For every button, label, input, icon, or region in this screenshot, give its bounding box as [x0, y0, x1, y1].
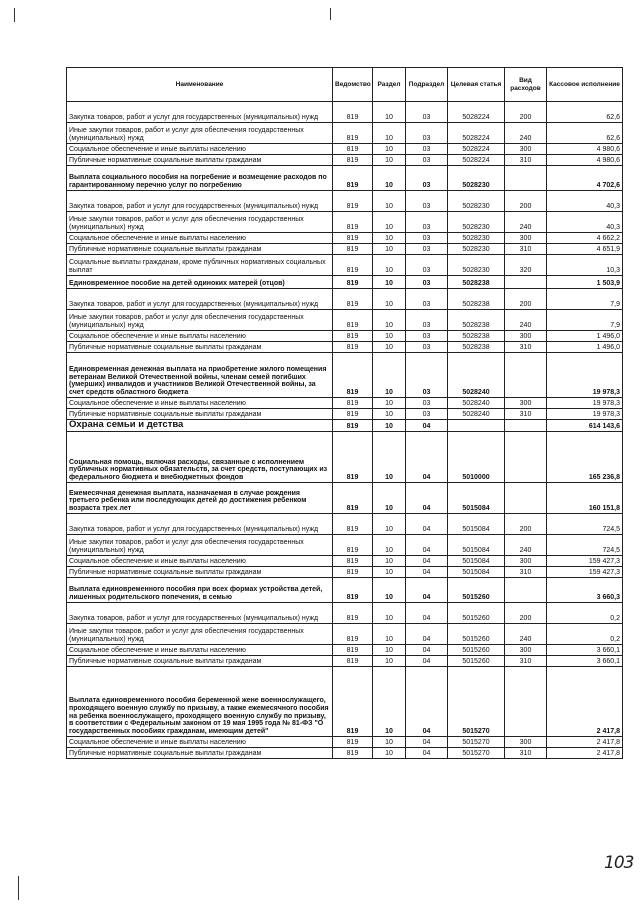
row-name: Единовременное пособие на детей одиноких матерей (отцов) [67, 276, 333, 289]
row-expense: 200 [505, 102, 547, 123]
table-row [67, 483, 623, 514]
row-expense: 200 [505, 289, 547, 310]
row-subsection: 03 [406, 398, 448, 409]
binding-mark-left [14, 8, 15, 22]
table-row [67, 603, 623, 624]
row-ministry: 819 [333, 483, 373, 514]
row-section: 10 [373, 748, 406, 759]
table-row [67, 535, 623, 556]
table-header-row [67, 68, 623, 102]
table-row [67, 567, 623, 578]
row-subsection: 03 [406, 310, 448, 331]
row-name: Социальное обеспечение и иные выплаты населению [67, 645, 333, 656]
row-section: 10 [373, 535, 406, 556]
row-ministry: 819 [333, 567, 373, 578]
row-expense: 240 [505, 123, 547, 144]
row-section: 10 [373, 514, 406, 535]
table-row [67, 276, 623, 289]
binding-mark-right [330, 8, 331, 20]
row-expense [505, 667, 547, 737]
row-name: Иные закупки товаров, работ и услуг для обеспечения государственных (муниципальных) нужд [67, 624, 333, 645]
row-expense: 200 [505, 191, 547, 212]
row-subsection: 03 [406, 331, 448, 342]
table-row [67, 255, 623, 276]
row-name: Социальные выплаты гражданам, кроме публичных нормативных социальных выплат [67, 255, 333, 276]
row-section: 10 [373, 624, 406, 645]
row-section: 10 [373, 432, 406, 483]
row-ministry: 819 [333, 166, 373, 191]
table-row [67, 353, 623, 398]
row-name: Единовременная денежная выплата на приобретение жилого помещения ветеранам Великой Отечественной войны, членам семей погибших (умерших) инвалидов и участников Великой Отечественной войны, за счет средств областного бюджета [67, 353, 333, 398]
header-target: Целевая статья [448, 68, 505, 102]
row-ministry: 819 [333, 255, 373, 276]
row-target: 5028230 [448, 244, 505, 255]
table-row [67, 624, 623, 645]
row-amount: 1 496,0 [547, 342, 623, 353]
row-section: 10 [373, 310, 406, 331]
row-ministry: 819 [333, 191, 373, 212]
table-row [67, 398, 623, 409]
row-target: 5028230 [448, 255, 505, 276]
row-target: 5028230 [448, 212, 505, 233]
row-ministry: 819 [333, 656, 373, 667]
row-target: 5015270 [448, 737, 505, 748]
row-name: Публичные нормативные социальные выплаты гражданам [67, 342, 333, 353]
row-target: 5028238 [448, 310, 505, 331]
row-amount: 159 427,3 [547, 556, 623, 567]
row-section: 10 [373, 578, 406, 603]
row-name: Социальное обеспечение и иные выплаты населению [67, 737, 333, 748]
row-section: 10 [373, 483, 406, 514]
row-section: 10 [373, 603, 406, 624]
row-amount: 19 978,3 [547, 353, 623, 398]
row-expense: 300 [505, 144, 547, 155]
row-name: Закупка товаров, работ и услуг для государственных (муниципальных) нужд [67, 603, 333, 624]
row-amount: 159 427,3 [547, 567, 623, 578]
row-name: Иные закупки товаров, работ и услуг для обеспечения государственных (муниципальных) нужд [67, 535, 333, 556]
row-target: 5015260 [448, 624, 505, 645]
row-subsection: 04 [406, 567, 448, 578]
row-target: 5010000 [448, 432, 505, 483]
header-section: Раздел [373, 68, 406, 102]
row-target: 5015260 [448, 656, 505, 667]
row-amount: 40,3 [547, 212, 623, 233]
row-ministry: 819 [333, 514, 373, 535]
row-section: 10 [373, 737, 406, 748]
row-expense: 310 [505, 244, 547, 255]
row-target: 5028240 [448, 409, 505, 420]
row-expense: 240 [505, 624, 547, 645]
row-section: 10 [373, 155, 406, 166]
header-amount: Кассовое исполнение [547, 68, 623, 102]
row-subsection: 04 [406, 432, 448, 483]
row-amount: 3 660,1 [547, 645, 623, 656]
row-ministry: 819 [333, 342, 373, 353]
row-target: 5028240 [448, 398, 505, 409]
table-row [67, 656, 623, 667]
table-row [67, 342, 623, 353]
row-amount: 1 503,9 [547, 276, 623, 289]
row-ministry: 819 [333, 353, 373, 398]
row-section: 10 [373, 244, 406, 255]
row-subsection: 04 [406, 556, 448, 567]
row-target: 5028240 [448, 353, 505, 398]
row-name: Публичные нормативные социальные выплаты гражданам [67, 409, 333, 420]
row-section: 10 [373, 409, 406, 420]
table-row [67, 748, 623, 759]
row-target: 5028230 [448, 191, 505, 212]
table-row [67, 667, 623, 737]
row-amount: 7,9 [547, 310, 623, 331]
row-amount: 0,2 [547, 603, 623, 624]
row-name: Закупка товаров, работ и услуг для государственных (муниципальных) нужд [67, 514, 333, 535]
row-expense [505, 483, 547, 514]
table-row [67, 244, 623, 255]
row-section: 10 [373, 353, 406, 398]
row-ministry: 819 [333, 289, 373, 310]
row-target: 5015084 [448, 483, 505, 514]
row-section: 10 [373, 556, 406, 567]
row-section: 10 [373, 166, 406, 191]
row-section: 10 [373, 342, 406, 353]
row-subsection: 03 [406, 155, 448, 166]
row-expense: 200 [505, 514, 547, 535]
row-expense: 310 [505, 656, 547, 667]
row-ministry: 819 [333, 432, 373, 483]
row-subsection: 04 [406, 624, 448, 645]
row-section: 10 [373, 123, 406, 144]
row-section: 10 [373, 420, 406, 432]
row-name: Закупка товаров, работ и услуг для государственных (муниципальных) нужд [67, 191, 333, 212]
row-expense: 300 [505, 331, 547, 342]
row-amount: 7,9 [547, 289, 623, 310]
row-name: Публичные нормативные социальные выплаты гражданам [67, 155, 333, 166]
row-ministry: 819 [333, 645, 373, 656]
row-ministry: 819 [333, 578, 373, 603]
row-section: 10 [373, 289, 406, 310]
table-row [67, 645, 623, 656]
row-subsection: 03 [406, 409, 448, 420]
row-amount: 4 651,9 [547, 244, 623, 255]
row-subsection: 03 [406, 166, 448, 191]
row-section: 10 [373, 144, 406, 155]
row-section: 10 [373, 656, 406, 667]
row-target: 5028224 [448, 155, 505, 166]
row-section: 10 [373, 331, 406, 342]
row-name: Выплата единовременного пособия беременной жене военнослужащего, проходящего военную службу по призыву, а также ежемесячного пособия на ребенка военнослужащего, проходящего военную службу по призыву, в соответствии с Федеральным законом от 19 мая 1995 года № 81-ФЗ "О государственных пособиях гражданам, имеющим детей" [67, 667, 333, 737]
row-section: 10 [373, 191, 406, 212]
row-expense: 240 [505, 310, 547, 331]
table-row [67, 212, 623, 233]
row-name: Социальная помощь, включая расходы, связанные с исполнением публичных нормативных обязательств, за счет средств, поступающих из федерального бюджета и внебюджетных фондов [67, 432, 333, 483]
row-subsection: 03 [406, 353, 448, 398]
table-row [67, 233, 623, 244]
row-ministry: 819 [333, 244, 373, 255]
row-target: 5028224 [448, 144, 505, 155]
row-ministry: 819 [333, 331, 373, 342]
row-expense: 320 [505, 255, 547, 276]
row-amount: 62,6 [547, 102, 623, 123]
row-amount: 4 702,6 [547, 166, 623, 191]
row-name: Социальное обеспечение и иные выплаты населению [67, 556, 333, 567]
table-row [67, 578, 623, 603]
table-row [67, 123, 623, 144]
row-name: Закупка товаров, работ и услуг для государственных (муниципальных) нужд [67, 102, 333, 123]
row-name: Выплата единовременного пособия при всех формах устройства детей, лишенных родительского попечения, в семью [67, 578, 333, 603]
row-expense [505, 420, 547, 432]
row-ministry: 819 [333, 123, 373, 144]
row-subsection: 03 [406, 276, 448, 289]
row-subsection: 04 [406, 514, 448, 535]
row-amount: 2 417,8 [547, 667, 623, 737]
row-expense: 310 [505, 155, 547, 166]
table-row [67, 102, 623, 123]
row-ministry: 819 [333, 748, 373, 759]
binding-mark-bottom [18, 876, 19, 900]
row-subsection: 04 [406, 737, 448, 748]
row-expense: 300 [505, 556, 547, 567]
table-body [67, 102, 623, 759]
row-name: Публичные нормативные социальные выплаты гражданам [67, 656, 333, 667]
row-subsection: 03 [406, 191, 448, 212]
row-expense [505, 166, 547, 191]
row-subsection: 03 [406, 123, 448, 144]
row-amount: 2 417,8 [547, 737, 623, 748]
row-subsection: 03 [406, 102, 448, 123]
row-subsection: 03 [406, 212, 448, 233]
row-amount: 4 662,2 [547, 233, 623, 244]
row-target: 5028224 [448, 123, 505, 144]
row-subsection: 03 [406, 289, 448, 310]
header-ministry: Ведомство [333, 68, 373, 102]
table-row [67, 737, 623, 748]
row-target: 5015084 [448, 556, 505, 567]
row-ministry: 819 [333, 667, 373, 737]
row-target: 5015260 [448, 645, 505, 656]
row-target: 5028238 [448, 276, 505, 289]
row-subsection: 04 [406, 667, 448, 737]
row-expense: 240 [505, 212, 547, 233]
row-amount: 4 980,6 [547, 155, 623, 166]
row-amount: 62,6 [547, 123, 623, 144]
row-ministry: 819 [333, 737, 373, 748]
row-ministry: 819 [333, 624, 373, 645]
table-row [67, 556, 623, 567]
row-target: 5028238 [448, 342, 505, 353]
row-expense: 300 [505, 233, 547, 244]
row-subsection: 03 [406, 342, 448, 353]
row-ministry: 819 [333, 409, 373, 420]
row-amount: 614 143,6 [547, 420, 623, 432]
row-subsection: 03 [406, 244, 448, 255]
header-expense: Вид расходов [505, 68, 547, 102]
row-subsection: 03 [406, 144, 448, 155]
row-ministry: 819 [333, 233, 373, 244]
row-ministry: 819 [333, 535, 373, 556]
row-name: Социальное обеспечение и иные выплаты населению [67, 398, 333, 409]
row-subsection: 04 [406, 748, 448, 759]
row-name: Социальное обеспечение и иные выплаты населению [67, 144, 333, 155]
row-ministry: 819 [333, 556, 373, 567]
table-row [67, 409, 623, 420]
table-row [67, 432, 623, 483]
row-section: 10 [373, 398, 406, 409]
row-amount: 1 496,0 [547, 331, 623, 342]
row-subsection: 04 [406, 603, 448, 624]
row-amount: 160 151,8 [547, 483, 623, 514]
row-amount: 0,2 [547, 624, 623, 645]
row-expense [505, 353, 547, 398]
table-row [67, 514, 623, 535]
row-amount: 4 980,6 [547, 144, 623, 155]
header-name: Наименование [67, 68, 333, 102]
row-target: 5028238 [448, 331, 505, 342]
table-row [67, 191, 623, 212]
row-name: Иные закупки товаров, работ и услуг для обеспечения государственных (муниципальных) нужд [67, 212, 333, 233]
row-target: 5015270 [448, 748, 505, 759]
row-target: 5028224 [448, 102, 505, 123]
row-subsection: 04 [406, 578, 448, 603]
row-target: 5015084 [448, 567, 505, 578]
row-subsection: 03 [406, 233, 448, 244]
row-target: 5015260 [448, 603, 505, 624]
row-name: Охрана семьи и детства [67, 420, 333, 432]
row-amount: 724,5 [547, 535, 623, 556]
row-target [448, 420, 505, 432]
row-target: 5028238 [448, 289, 505, 310]
row-ministry: 819 [333, 276, 373, 289]
row-section: 10 [373, 276, 406, 289]
row-amount: 19 978,3 [547, 409, 623, 420]
table-row [67, 310, 623, 331]
row-name: Ежемесячная денежная выплата, назначаемая в случае рождения третьего ребенка или последующих детей до достижения ребенком возраста трех лет [67, 483, 333, 514]
row-name: Закупка товаров, работ и услуг для государственных (муниципальных) нужд [67, 289, 333, 310]
row-expense: 310 [505, 567, 547, 578]
row-amount: 165 236,8 [547, 432, 623, 483]
row-ministry: 819 [333, 102, 373, 123]
row-name: Публичные нормативные социальные выплаты гражданам [67, 748, 333, 759]
row-subsection: 04 [406, 483, 448, 514]
row-name: Публичные нормативные социальные выплаты гражданам [67, 244, 333, 255]
row-expense: 310 [505, 342, 547, 353]
row-subsection: 03 [406, 255, 448, 276]
header-subsection: Подраздел [406, 68, 448, 102]
row-amount: 2 417,8 [547, 748, 623, 759]
row-name: Выплата социального пособия на погребение и возмещение расходов по гарантированному перечню услуг по погребению [67, 166, 333, 191]
row-ministry: 819 [333, 398, 373, 409]
row-name: Социальное обеспечение и иные выплаты населению [67, 331, 333, 342]
row-amount: 10,3 [547, 255, 623, 276]
row-subsection: 04 [406, 645, 448, 656]
row-amount: 40,3 [547, 191, 623, 212]
row-ministry: 819 [333, 310, 373, 331]
row-target: 5015260 [448, 578, 505, 603]
row-expense [505, 276, 547, 289]
row-expense [505, 432, 547, 483]
row-amount: 724,5 [547, 514, 623, 535]
row-target: 5015084 [448, 514, 505, 535]
row-section: 10 [373, 645, 406, 656]
row-section: 10 [373, 233, 406, 244]
table-row [67, 289, 623, 310]
row-ministry: 819 [333, 212, 373, 233]
row-ministry: 819 [333, 420, 373, 432]
row-target: 5028230 [448, 233, 505, 244]
row-section: 10 [373, 255, 406, 276]
row-amount: 19 978,3 [547, 398, 623, 409]
row-name: Социальное обеспечение и иные выплаты населению [67, 233, 333, 244]
row-section: 10 [373, 212, 406, 233]
table-row [67, 331, 623, 342]
row-expense: 300 [505, 398, 547, 409]
budget-execution-table [66, 67, 623, 759]
table-row [67, 144, 623, 155]
page-number: 103 [604, 853, 634, 873]
row-section: 10 [373, 567, 406, 578]
row-ministry: 819 [333, 144, 373, 155]
table-row [67, 155, 623, 166]
row-target: 5015084 [448, 535, 505, 556]
row-amount: 3 660,3 [547, 578, 623, 603]
table-row [67, 420, 623, 432]
row-section: 10 [373, 102, 406, 123]
table-row [67, 166, 623, 191]
row-expense: 310 [505, 409, 547, 420]
row-expense: 310 [505, 748, 547, 759]
row-ministry: 819 [333, 603, 373, 624]
row-expense: 300 [505, 737, 547, 748]
row-expense [505, 578, 547, 603]
row-expense: 200 [505, 603, 547, 624]
row-target: 5015270 [448, 667, 505, 737]
row-name: Публичные нормативные социальные выплаты гражданам [67, 567, 333, 578]
row-ministry: 819 [333, 155, 373, 166]
row-expense: 300 [505, 645, 547, 656]
row-subsection: 04 [406, 420, 448, 432]
row-amount: 3 660,1 [547, 656, 623, 667]
row-subsection: 04 [406, 535, 448, 556]
row-expense: 240 [505, 535, 547, 556]
row-name: Иные закупки товаров, работ и услуг для обеспечения государственных (муниципальных) нужд [67, 310, 333, 331]
row-subsection: 04 [406, 656, 448, 667]
row-section: 10 [373, 667, 406, 737]
row-target: 5028230 [448, 166, 505, 191]
row-name: Иные закупки товаров, работ и услуг для обеспечения государственных (муниципальных) нужд [67, 123, 333, 144]
